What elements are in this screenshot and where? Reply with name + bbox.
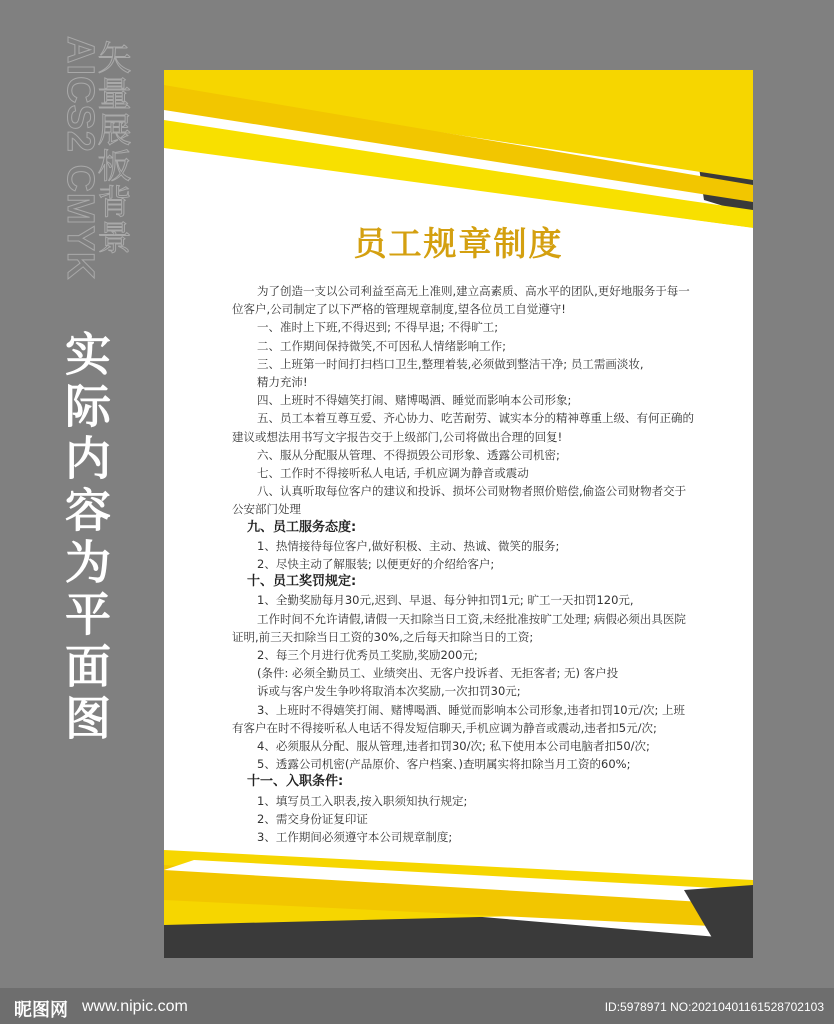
rule-line: 为了创造一支以公司利益至高无上准则,建立高素质、高水平的团队,更好地服务于每一 <box>257 284 690 298</box>
rule-line: 公安部门处理 <box>232 502 301 517</box>
rule-line: 有客户在时不得接听私人电话不得发短信聊天,手机应调为静音或震动,违者扣5元/次; <box>232 720 657 735</box>
display-board <box>164 70 753 958</box>
rule-line: 三、上班第一时间打扫档口卫生,整理着装,必须做到整洁干净; 员工需画淡妆, <box>257 356 644 371</box>
rule-line: 1、全勤奖励每月30元,迟到、早退、每分钟扣罚1元; 旷工一天扣罚120元, <box>257 593 634 608</box>
rule-line: 1、热情接待每位客户,做好积极、主动、热诚、微笑的服务; <box>257 538 560 553</box>
section-heading: 十一、入职条件: <box>247 774 344 790</box>
rule-line: 四、上班时不得嬉笑打闹、赌博喝酒、睡觉而影响本公司形象; <box>257 393 572 408</box>
rule-line: 位客户,公司制定了以下严格的管理规章制度,望各位员工自觉遵守! <box>232 302 566 317</box>
rule-line: (条件: 必须全勤员工、业绩突出、无客户投诉者、无拒客者; 无) 客户投 <box>257 666 619 681</box>
rule-line: 3、上班时不得嬉笑打闹、赌博喝酒、睡觉而影响本公司形象,违者扣罚10元/次; 上班 <box>257 702 686 717</box>
section-heading: 九、员工服务态度: <box>247 519 357 535</box>
rule-line: 4、必须服从分配、服从管理,违者扣罚30/次; 私下使用本公司电脑者扣50/次; <box>257 739 650 754</box>
image-id: ID:5978971 NO:20210401161528702103 <box>604 1000 824 1014</box>
rule-line: 3、工作期间必须遵守本公司规章制度; <box>257 830 453 845</box>
rule-line: 八、认真听取每位客户的建议和投诉、损坏公司财物者照价赔偿,偷盗公司财物者交于 <box>257 484 687 499</box>
rule-line: 精力充沛! <box>257 375 308 390</box>
rule-line: 一、准时上下班,不得迟到; 不得早退; 不得旷工; <box>257 320 499 335</box>
rule-line: 五、员工本着互尊互爱、齐心协力、吃苦耐劳、诚实本分的精神尊重上级、有何正确的 <box>257 411 694 426</box>
rule-line: 2、每三个月进行优秀员工奖励,奖励200元; <box>257 648 478 663</box>
site-logo: 昵图网 <box>14 1000 68 1021</box>
rule-line: 工作时间不允许请假,请假一天扣除当日工资,未经批准按旷工处理; 病假必须出具医院 <box>257 611 686 626</box>
side-note: 实际内容为平面图 <box>58 330 112 746</box>
watermark-en: AICS2 CMYK <box>59 36 101 281</box>
site-url[interactable]: www.nipic.com <box>82 998 188 1015</box>
rule-line: 5、透露公司机密(产品原价、客户档案、)查明属实将扣除当月工资的60%; <box>257 757 631 772</box>
section-heading: 十、员工奖罚规定: <box>247 574 357 590</box>
rules-content <box>232 282 697 846</box>
watermark-cn: 矢量展板背景 <box>91 40 131 256</box>
rule-line: 证明,前三天扣除当日工资的30%,之后每天扣除当日的工资; <box>232 629 534 644</box>
rule-line: 建议或想法用书写文字报告交于上级部门,公司将做出合理的回复! <box>232 429 563 444</box>
rule-line: 二、工作期间保持微笑,不可因私人情绪影响工作; <box>257 338 507 353</box>
rule-line: 诉或与客户发生争吵将取消本次奖励,一次扣罚30元; <box>257 684 521 699</box>
rule-line: 2、需交身份证复印证 <box>257 811 368 826</box>
board-title: 员工规章制度 <box>353 224 564 263</box>
rule-line: 六、服从分配服从管理、不得损毁公司形象、透露公司机密; <box>257 447 560 462</box>
rule-line: 1、填写员工入职表,按入职须知执行规定; <box>257 793 468 808</box>
rule-line: 七、工作时不得接听私人电话, 手机应调为静音或震动 <box>257 466 529 481</box>
rule-line: 2、尽快主动了解服装; 以便更好的介绍给客户; <box>257 557 495 572</box>
